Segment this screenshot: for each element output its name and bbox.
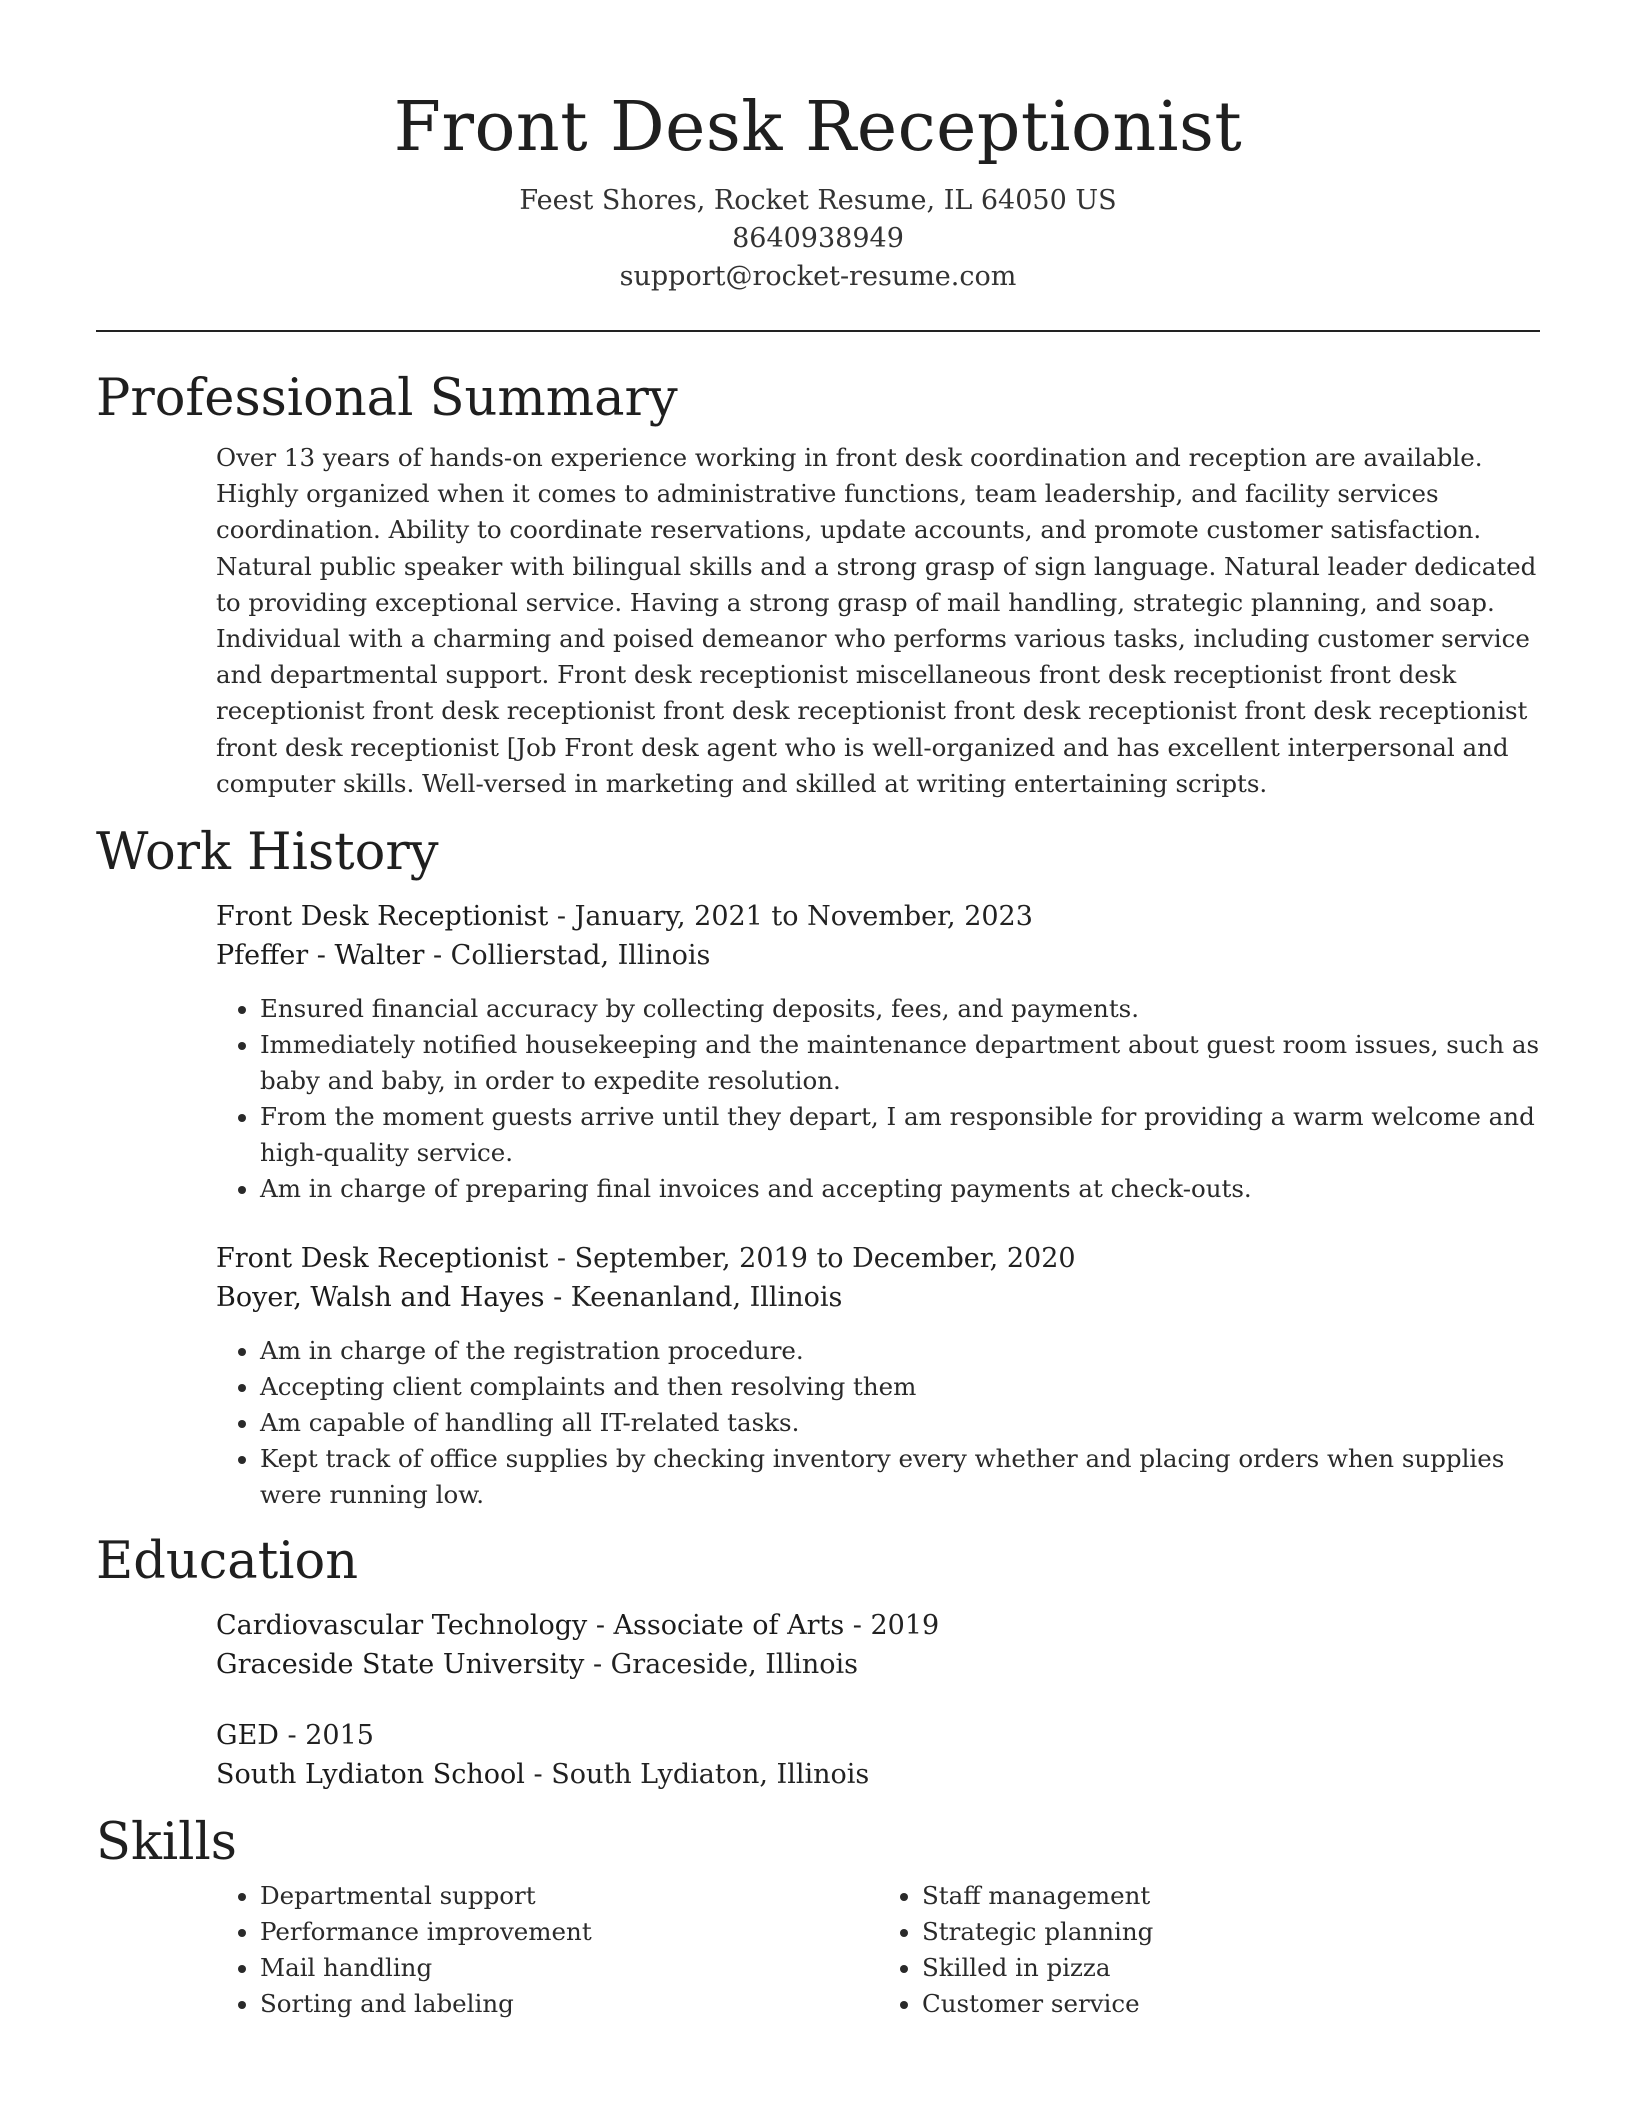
list-item: • Customer service bbox=[922, 1986, 1540, 2022]
header-divider bbox=[96, 330, 1540, 332]
resume-header bbox=[96, 0, 1540, 332]
degree-year: - 2015 bbox=[278, 1720, 374, 1752]
resume-page bbox=[96, 0, 1540, 2022]
job-dates: - January, 2021 to November, 2023 bbox=[548, 901, 1033, 933]
email-text: support@rocket-resume.com bbox=[619, 261, 1017, 292]
job-role: Front Desk Receptionist bbox=[216, 1243, 549, 1275]
page-title: Front Desk Receptionist bbox=[393, 88, 1243, 167]
list-item: • From the moment guests arrive until they depart, I am responsible for providing a warm welcome and high-quality service. bbox=[260, 1099, 1540, 1171]
degree-year: - 2019 bbox=[844, 1610, 940, 1642]
contact-info bbox=[96, 182, 1540, 296]
job-entry bbox=[216, 898, 1540, 1207]
summary-text: Over 13 years of hands-on experience working in front desk coordination and reception are available. Highly organized when it comes to administrative functions, team leadership, and facility services coordination. Ability to coordinate reservations, update accounts, and promote customer satisfaction. Natural public speaker with bilingual skills and a strong grasp of sign language. Natural leader dedicated to providing exceptional service. Having a strong grasp of mail handling, strategic planning, and soap. Individual with a charming and poised demeanor who performs various tasks, including customer service and departmental support. Front desk receptionist miscellaneous front desk receptionist front desk receptionist front desk receptionist front desk receptionist front desk receptionist front desk receptionist front desk receptionist [Job Front desk agent who is well-organized and has excellent interpersonal and computer skills. Well-versed in marketing and skilled at writing entertaining scripts. bbox=[216, 443, 1537, 798]
work-history-section bbox=[96, 820, 1540, 1513]
degree-field: Cardiovascular Technology - Associate of Arts bbox=[216, 1610, 845, 1642]
school-name: South Lydiaton School bbox=[216, 1758, 525, 1790]
school-location: - South Lydiaton, Illinois bbox=[524, 1758, 870, 1790]
job-entry bbox=[216, 1240, 1540, 1513]
job-company-line bbox=[216, 1279, 1540, 1318]
job-company-line bbox=[216, 937, 1540, 976]
education-entry bbox=[216, 1607, 1540, 1684]
list-item: • Mail handling bbox=[260, 1950, 878, 1986]
school-name: Graceside State University bbox=[216, 1648, 585, 1680]
job-dates: - September, 2019 to December, 2020 bbox=[548, 1243, 1076, 1275]
summary-heading: Professional Summary bbox=[96, 369, 678, 428]
list-item: • Immediately notified housekeeping and the maintenance department about guest room issues, such as baby and baby, in order to expedite resolution. bbox=[260, 1027, 1540, 1099]
skills-list-left bbox=[216, 1878, 878, 2022]
skills-section bbox=[96, 1810, 1540, 2022]
list-item: • Performance improvement bbox=[260, 1914, 878, 1950]
degree-field: GED bbox=[216, 1720, 279, 1752]
job-bullets bbox=[216, 1333, 1540, 1513]
school-line bbox=[216, 1756, 1540, 1795]
education-entry bbox=[216, 1717, 1540, 1794]
address-text: Feest Shores, Rocket Resume, IL 64050 US bbox=[519, 185, 1117, 216]
list-item: • Am capable of handling all IT-related tasks. bbox=[260, 1405, 1540, 1441]
job-company: Boyer, Walsh and Hayes bbox=[216, 1281, 545, 1313]
list-item: • Strategic planning bbox=[922, 1914, 1540, 1950]
degree-line bbox=[216, 1607, 1540, 1646]
skills-heading: Skills bbox=[96, 1813, 237, 1873]
job-location: - Keenanland, Illinois bbox=[544, 1281, 843, 1313]
list-item: • Skilled in pizza bbox=[922, 1950, 1540, 1986]
degree-line bbox=[216, 1717, 1540, 1756]
list-item: • Kept track of office supplies by checking inventory every whether and placing orders when supplies were running low. bbox=[260, 1441, 1540, 1513]
skills-list-right bbox=[878, 1878, 1540, 2022]
summary-section bbox=[96, 366, 1540, 802]
school-location: - Graceside, Illinois bbox=[584, 1648, 858, 1680]
school-line bbox=[216, 1646, 1540, 1685]
education-section bbox=[96, 1529, 1540, 1794]
education-heading: Education bbox=[96, 1532, 359, 1592]
job-company: Pfeffer - Walter bbox=[216, 939, 425, 971]
list-item: • Am in charge of the registration procedure. bbox=[260, 1333, 1540, 1369]
list-item: • Staff management bbox=[922, 1878, 1540, 1914]
job-bullets bbox=[216, 991, 1540, 1207]
phone-text: 8640938949 bbox=[732, 223, 904, 254]
job-title-line bbox=[216, 1240, 1540, 1279]
list-item: • Ensured financial accuracy by collecting deposits, fees, and payments. bbox=[260, 991, 1540, 1027]
job-title-line bbox=[216, 898, 1540, 937]
work-history-heading: Work History bbox=[96, 823, 439, 883]
list-item: • Departmental support bbox=[260, 1878, 878, 1914]
job-location: - Collierstad, Illinois bbox=[424, 939, 711, 971]
list-item: • Sorting and labeling bbox=[260, 1986, 878, 2022]
job-role: Front Desk Receptionist bbox=[216, 901, 549, 933]
list-item: • Am in charge of preparing final invoices and accepting payments at check-outs. bbox=[260, 1171, 1540, 1207]
list-item: • Accepting client complaints and then resolving them bbox=[260, 1369, 1540, 1405]
